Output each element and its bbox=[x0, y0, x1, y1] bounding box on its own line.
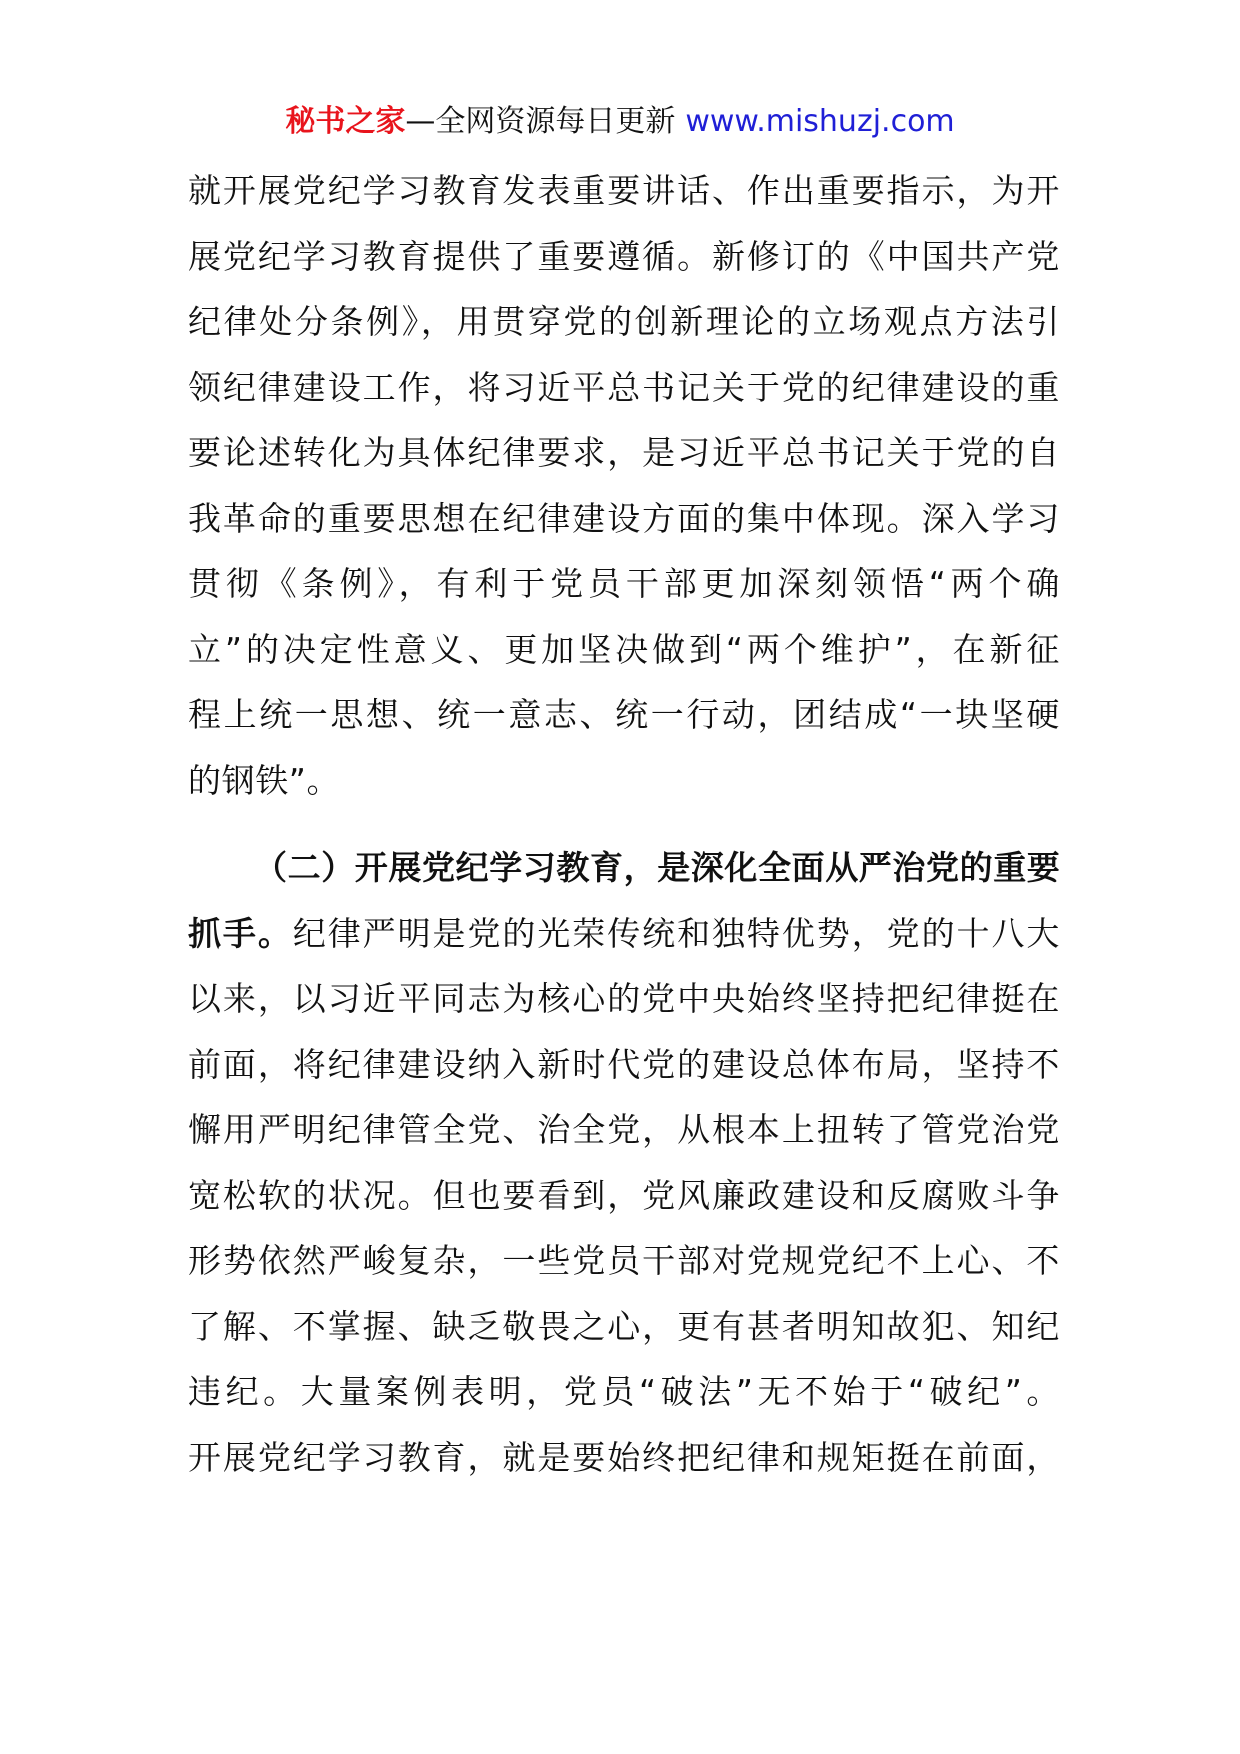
paragraph-text: 纪律严明是党的光荣传统和独特优势，党的十八大 bbox=[292, 913, 1060, 953]
paragraph-line: 纪律处分条例》，用贯穿党的创新理论的立场观点方法引 bbox=[188, 302, 1060, 341]
paragraph-line: 立”的决定性意义、更加坚决做到“两个维护”，在新征 bbox=[188, 629, 1060, 669]
paragraph-line: 展党纪学习教育提供了重要遵循。新修订的《中国共产党 bbox=[188, 236, 1060, 276]
header-tagline: —全网资源每日更新 bbox=[405, 104, 676, 139]
paragraph-line: 领纪律建设工作，将习近平总书记关于党的纪律建设的重 bbox=[188, 367, 1060, 407]
paragraph-line: 形势依然严峻复杂，一些党员干部对党规党纪不上心、不 bbox=[188, 1241, 1060, 1280]
document-body bbox=[188, 158, 1060, 1490]
site-url-link[interactable]: www.mishuzj.com bbox=[685, 104, 955, 139]
site-header bbox=[0, 100, 1240, 144]
paragraph-line: 了解、不掌握、缺乏敬畏之心，更有甚者明知故犯、知纪 bbox=[188, 1306, 1060, 1346]
paragraph-line: 就开展党纪学习教育发表重要讲话、作出重要指示，为开 bbox=[188, 171, 1060, 210]
paragraph-line: 我革命的重要思想在纪律建设方面的集中体现。深入学习 bbox=[188, 498, 1060, 538]
paragraph-line: 懈用严明纪律管全党、治全党，从根本上扭转了管党治党 bbox=[188, 1110, 1060, 1149]
paragraph-line: 贯彻《条例》，有利于党员干部更加深刻领悟“两个确 bbox=[188, 564, 1060, 603]
paragraph-line: 的钢铁”。 bbox=[188, 760, 341, 800]
paragraph-line: 要论述转化为具体纪律要求，是习近平总书记关于党的自 bbox=[188, 433, 1060, 472]
paragraph-line: 以来，以习近平同志为核心的党中央始终坚持把纪律挺在 bbox=[188, 979, 1060, 1018]
paragraph-line: 程上统一思想、统一意志、统一行动，团结成“一块坚硬 bbox=[188, 695, 1060, 734]
section-heading: （二）开展党纪学习教育，是深化全面从严治党的重要 bbox=[254, 848, 1061, 887]
paragraph-line: 开展党纪学习教育，就是要始终把纪律和规矩挺在前面， bbox=[188, 1437, 1060, 1477]
paragraph-line: 违纪。大量案例表明，党员“破法”无不始于“破纪”。 bbox=[188, 1372, 1060, 1411]
paragraph-line bbox=[188, 901, 1060, 967]
paragraph-spacer bbox=[188, 813, 1060, 835]
paragraph-line: 前面，将纪律建设纳入新时代党的建设总体布局，坚持不 bbox=[188, 1044, 1060, 1084]
section-heading-end: 抓手。 bbox=[188, 913, 293, 953]
brand-name: 秘书之家 bbox=[285, 104, 406, 139]
paragraph-line: 宽松软的状况。但也要看到，党风廉政建设和反腐败斗争 bbox=[188, 1175, 1060, 1215]
